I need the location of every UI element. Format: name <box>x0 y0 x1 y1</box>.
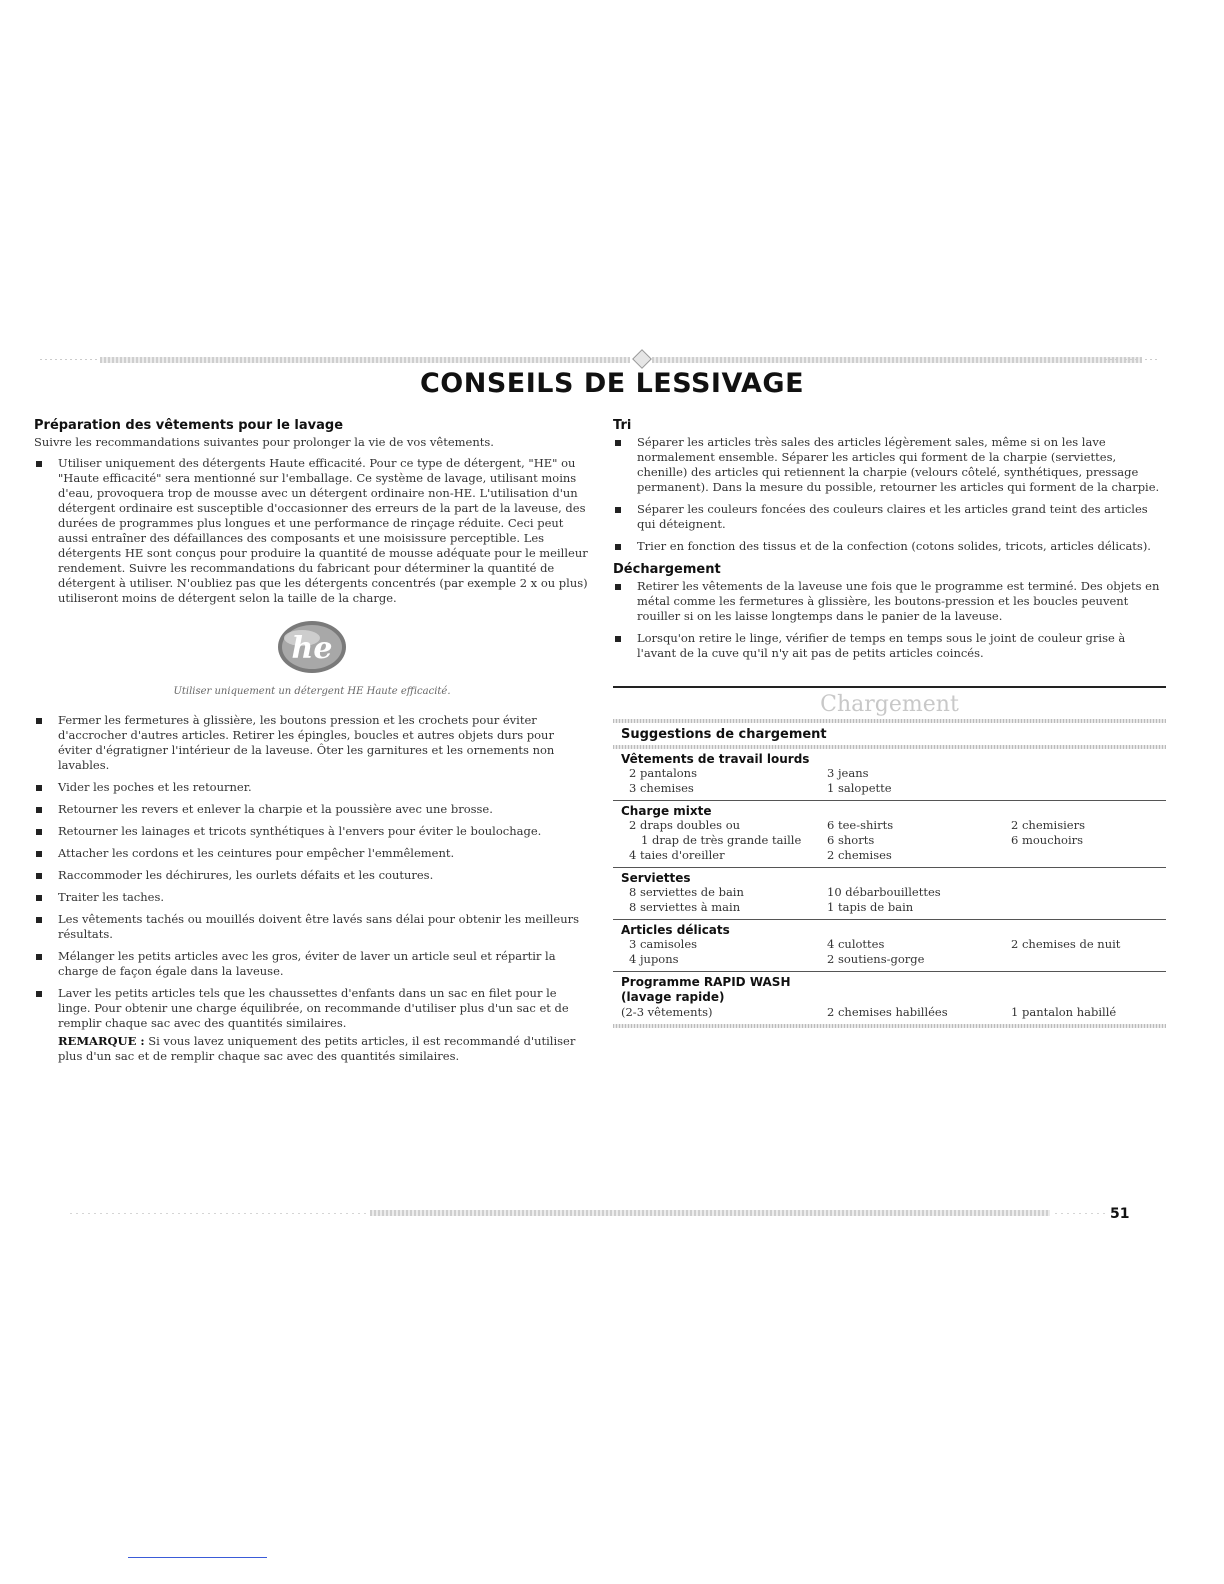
bullet-square-icon <box>36 718 42 724</box>
right-column <box>613 418 1166 668</box>
svg-text:he: he <box>291 631 333 666</box>
bullet-square-icon <box>36 851 42 857</box>
footer-rule <box>70 1207 1160 1219</box>
bullet-square-icon <box>615 636 621 642</box>
category-title: Articles délicats <box>621 923 730 937</box>
table-row: 1 drap de très grande taille 6 shorts 6 mouchoirs <box>641 833 1084 847</box>
bullet-square-icon <box>36 785 42 791</box>
bullet-square-icon <box>615 507 621 513</box>
diamond-ornament-icon <box>632 349 652 369</box>
he-caption: Utiliser uniquement un détergent HE Haute efficacité. <box>173 686 451 697</box>
bullet-square-icon <box>615 584 621 590</box>
table-row: 4 jupons 2 soutiens-gorge <box>629 952 925 966</box>
bullet-square-icon <box>36 954 42 960</box>
list-item: Traiter les taches. <box>34 890 590 905</box>
tri-heading: Tri <box>613 418 632 433</box>
list-item: Retourner les lainages et tricots synthétiques à l'envers pour éviter le boulochage. <box>34 824 590 839</box>
category-title: Serviettes <box>621 871 691 885</box>
remark-text: Si vous lavez uniquement des petits articles, il est recommandé d'utiliser plus d'un sac et de remplir chaque sac avec des quantités similaires. <box>58 1034 576 1063</box>
table-row: 2 pantalons 3 jeans <box>629 766 869 780</box>
category-title: Vêtements de travail lourds <box>621 752 810 766</box>
bullet-square-icon <box>36 917 42 923</box>
list-item: Fermer les fermetures à glissière, les boutons pression et les crochets pour éviter d'accrocher d'autres articles. Retirer les épingles, boucles et autres objets durs pour éviter d'égratigner l'intérieur de la laveuse. Ôter les garnitures et les ornements non lavables. <box>34 713 590 773</box>
list-item: Utiliser uniquement des détergents Haute efficacité. Pour ce type de détergent, "HE" ou "Haute efficacité" sera mentionné sur l'emballage. Ce système de lavage, utilisant moins d'eau, provoquera trop de mousse avec un détergent ordinaire non-HE. L'utilisation d'un détergent ordinaire est susceptible d'occasionner des erreurs de la part de la laveuse, des durées de programmes plus longues et une performance de rinçage réduite. Ceci peut aussi entraîner des défaillances des composants et une moisissure perceptible. Les détergents HE sont conçus pour produire la quantité de mousse adéquate pour le meilleur rendement. Suivre les recommandations du fabricant pour déterminer la quantité de détergent à utiliser. N'oubliez pas que les détergents concentrés (par exemple 2 x ou plus) utiliseront moins de détergent selon la taille de la charge. <box>34 456 590 606</box>
bullet-square-icon <box>36 991 42 997</box>
list-item: Séparer les articles très sales des articles légèrement sales, même si on les lave normalement ensemble. Séparer les articles qui forment de la charpie (serviettes, chenille) des articles qui retiennent la charpie (velours côtelé, synthétiques, pressage permanent). Dans la mesure du possible, retourner les articles qui forment de la charpie. <box>613 435 1166 495</box>
preparation-list-2 <box>34 713 590 1031</box>
dechargement-list <box>613 579 1166 661</box>
bullet-square-icon <box>36 895 42 901</box>
bullet-square-icon <box>615 440 621 446</box>
preparation-heading: Préparation des vêtements pour le lavage <box>34 418 344 433</box>
preparation-list <box>34 456 590 606</box>
table-row: 3 chemises 1 salopette <box>629 781 892 795</box>
bullet-square-icon <box>36 873 42 879</box>
list-item: Raccommoder les déchirures, les ourlets défaits et les coutures. <box>34 868 590 883</box>
list-item: Séparer les couleurs foncées des couleurs claires et les articles grand teint des articles qui déteignent. <box>613 502 1166 532</box>
table-row: 2 draps doubles ou 6 tee-shirts 2 chemisiers <box>629 818 1085 832</box>
chargement-title: Chargement <box>820 692 959 717</box>
list-item: Mélanger les petits articles avec les gros, éviter de laver un article seul et répartir la charge de façon égale dans la laveuse. <box>34 949 590 979</box>
header-rule <box>40 355 1160 365</box>
list-item: Retourner les revers et enlever la charpie et la poussière avec une brosse. <box>34 802 590 817</box>
list-item: Attacher les cordons et les ceintures pour empêcher l'emmêlement. <box>34 846 590 861</box>
table-row: (2-3 vêtements) 2 chemises habillées 1 pantalon habillé <box>621 1005 1117 1019</box>
bullet-square-icon <box>615 544 621 550</box>
list-item: Laver les petits articles tels que les chaussettes d'enfants dans un sac en filet pour le linge. Pour obtenir une charge équilibrée, on recommande d'utiliser plus d'un sac et de remplir chaque sac avec des quantités similaires. <box>34 986 590 1031</box>
page-number: 51 <box>1110 1206 1130 1222</box>
list-item: Trier en fonction des tissus et de la confection (cotons solides, tricots, articles délicats). <box>613 539 1166 554</box>
preparation-intro: Suivre les recommandations suivantes pour prolonger la vie de vos vêtements. <box>34 435 494 449</box>
suggestions-heading: Suggestions de chargement <box>621 727 827 742</box>
page-title: CONSEILS DE LESSIVAGE <box>419 368 805 399</box>
list-item: Vider les poches et les retourner. <box>34 780 590 795</box>
bullet-square-icon <box>36 461 42 467</box>
tri-list <box>613 435 1166 554</box>
bottom-link-line <box>128 1557 267 1558</box>
remark-label: REMARQUE : <box>58 1034 145 1048</box>
rapid-wash-title: Programme RAPID WASH (lavage rapide) <box>621 975 791 1004</box>
list-item: Lorsqu'on retire le linge, vérifier de temps en temps sous le joint de couleur grise à l'avant de la cuve qu'il n'y ait pas de petits articles coincés. <box>613 631 1166 661</box>
chargement-section <box>613 686 1166 1028</box>
he-logo-icon <box>262 616 362 678</box>
table-row: 8 serviettes de bain 10 débarbouillettes <box>629 885 941 899</box>
remark <box>34 1034 590 1064</box>
he-logo <box>34 616 590 680</box>
table-row: 3 camisoles 4 culottes 2 chemises de nuit <box>629 937 1121 951</box>
list-item: Les vêtements tachés ou mouillés doivent être lavés sans délai pour obtenir les meilleurs résultats. <box>34 912 590 942</box>
category-title: Charge mixte <box>621 804 712 818</box>
left-column <box>34 418 590 1064</box>
list-item: Retirer les vêtements de la laveuse une fois que le programme est terminé. Des objets en métal comme les fermetures à glissière, les boutons-pression et les boucles peuvent rouiller si on les laisse longtemps dans le panier de la laveuse. <box>613 579 1166 624</box>
dechargement-heading: Déchargement <box>613 562 721 577</box>
table-row: 8 serviettes à main 1 tapis de bain <box>629 900 914 914</box>
table-row: 4 taies d'oreiller 2 chemises <box>629 848 892 862</box>
bullet-square-icon <box>36 807 42 813</box>
bullet-square-icon <box>36 829 42 835</box>
